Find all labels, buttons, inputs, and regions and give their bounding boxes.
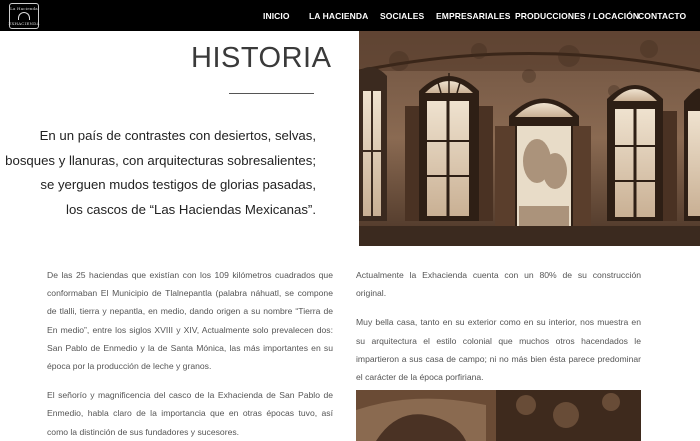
nav-item-empresariales[interactable]: EMPRESARIALES	[436, 11, 511, 21]
history-paragraph: El señorío y magnificencia del casco de la Exhacienda de San Pablo de Enmedio, habla claro de la importancia que en otras épocas tuvo, así como la distinción de sus fundadores y sucesores.	[47, 390, 333, 437]
history-paragraph: Actualmente la Exhacienda cuenta con un 80% de su construcción original.	[356, 270, 641, 299]
title-divider	[229, 93, 314, 94]
hacienda-interior-photo	[359, 31, 700, 246]
nav-item-sociales[interactable]: SOCIALES	[380, 11, 425, 21]
intro-line: los cascos de “Las Haciendas Mexicanas”.	[66, 201, 316, 217]
nav-item-contacto[interactable]: CONTACTO	[638, 11, 687, 21]
intro-line: se yerguen mudos testigos de glorias pasadas,	[40, 177, 316, 192]
intro-paragraph	[0, 124, 316, 222]
nav-item-producciones-locacion[interactable]: PRODUCCIONES / LOCACIÓN	[515, 11, 640, 21]
intro-line: En un país de contrastes con desiertos, selvas,	[39, 128, 316, 143]
history-text-left-column	[47, 266, 333, 441]
history-paragraph: Muy bella casa, tanto en su exterior como en su interior, nos muestra en su arquitectura el estilo colonial que muchos otros hacendados le impartieron a sus casa de campo; ni no más bien ésta parece predominar el carácter de la época porfiriana.	[356, 317, 641, 383]
nav-item-la-hacienda[interactable]: LA HACIENDA	[309, 11, 369, 21]
page-title: HISTORIA	[191, 42, 332, 74]
history-text-right-column	[356, 266, 641, 397]
main-menu	[0, 0, 700, 31]
hacienda-detail-photo	[356, 390, 641, 441]
logo-text-bottom: EXHACIENDA	[8, 21, 40, 26]
logo-text-top: La Hacienda	[10, 6, 38, 11]
top-navigation-bar	[0, 0, 700, 31]
intro-line: bosques y llanuras, con arquitecturas sobresalientes;	[5, 152, 316, 168]
nav-item-inicio[interactable]: INICIO	[263, 11, 290, 21]
history-paragraph: De las 25 haciendas que existían con los 109 kilómetros cuadrados que conformaban El Municipio de Tlalnepantla (palabra náhuatl, se compone de tlalli, tierra y nepantla, en medio, dando origen a su nombre “Tierra de En medio”, entre los siglos XVIII y XIV, Actualmente solo prevalecen dos: San Pablo de Enmedio y la de Santa Mónica, las más importantes en su época por la producción de leche y granos.	[47, 270, 333, 372]
